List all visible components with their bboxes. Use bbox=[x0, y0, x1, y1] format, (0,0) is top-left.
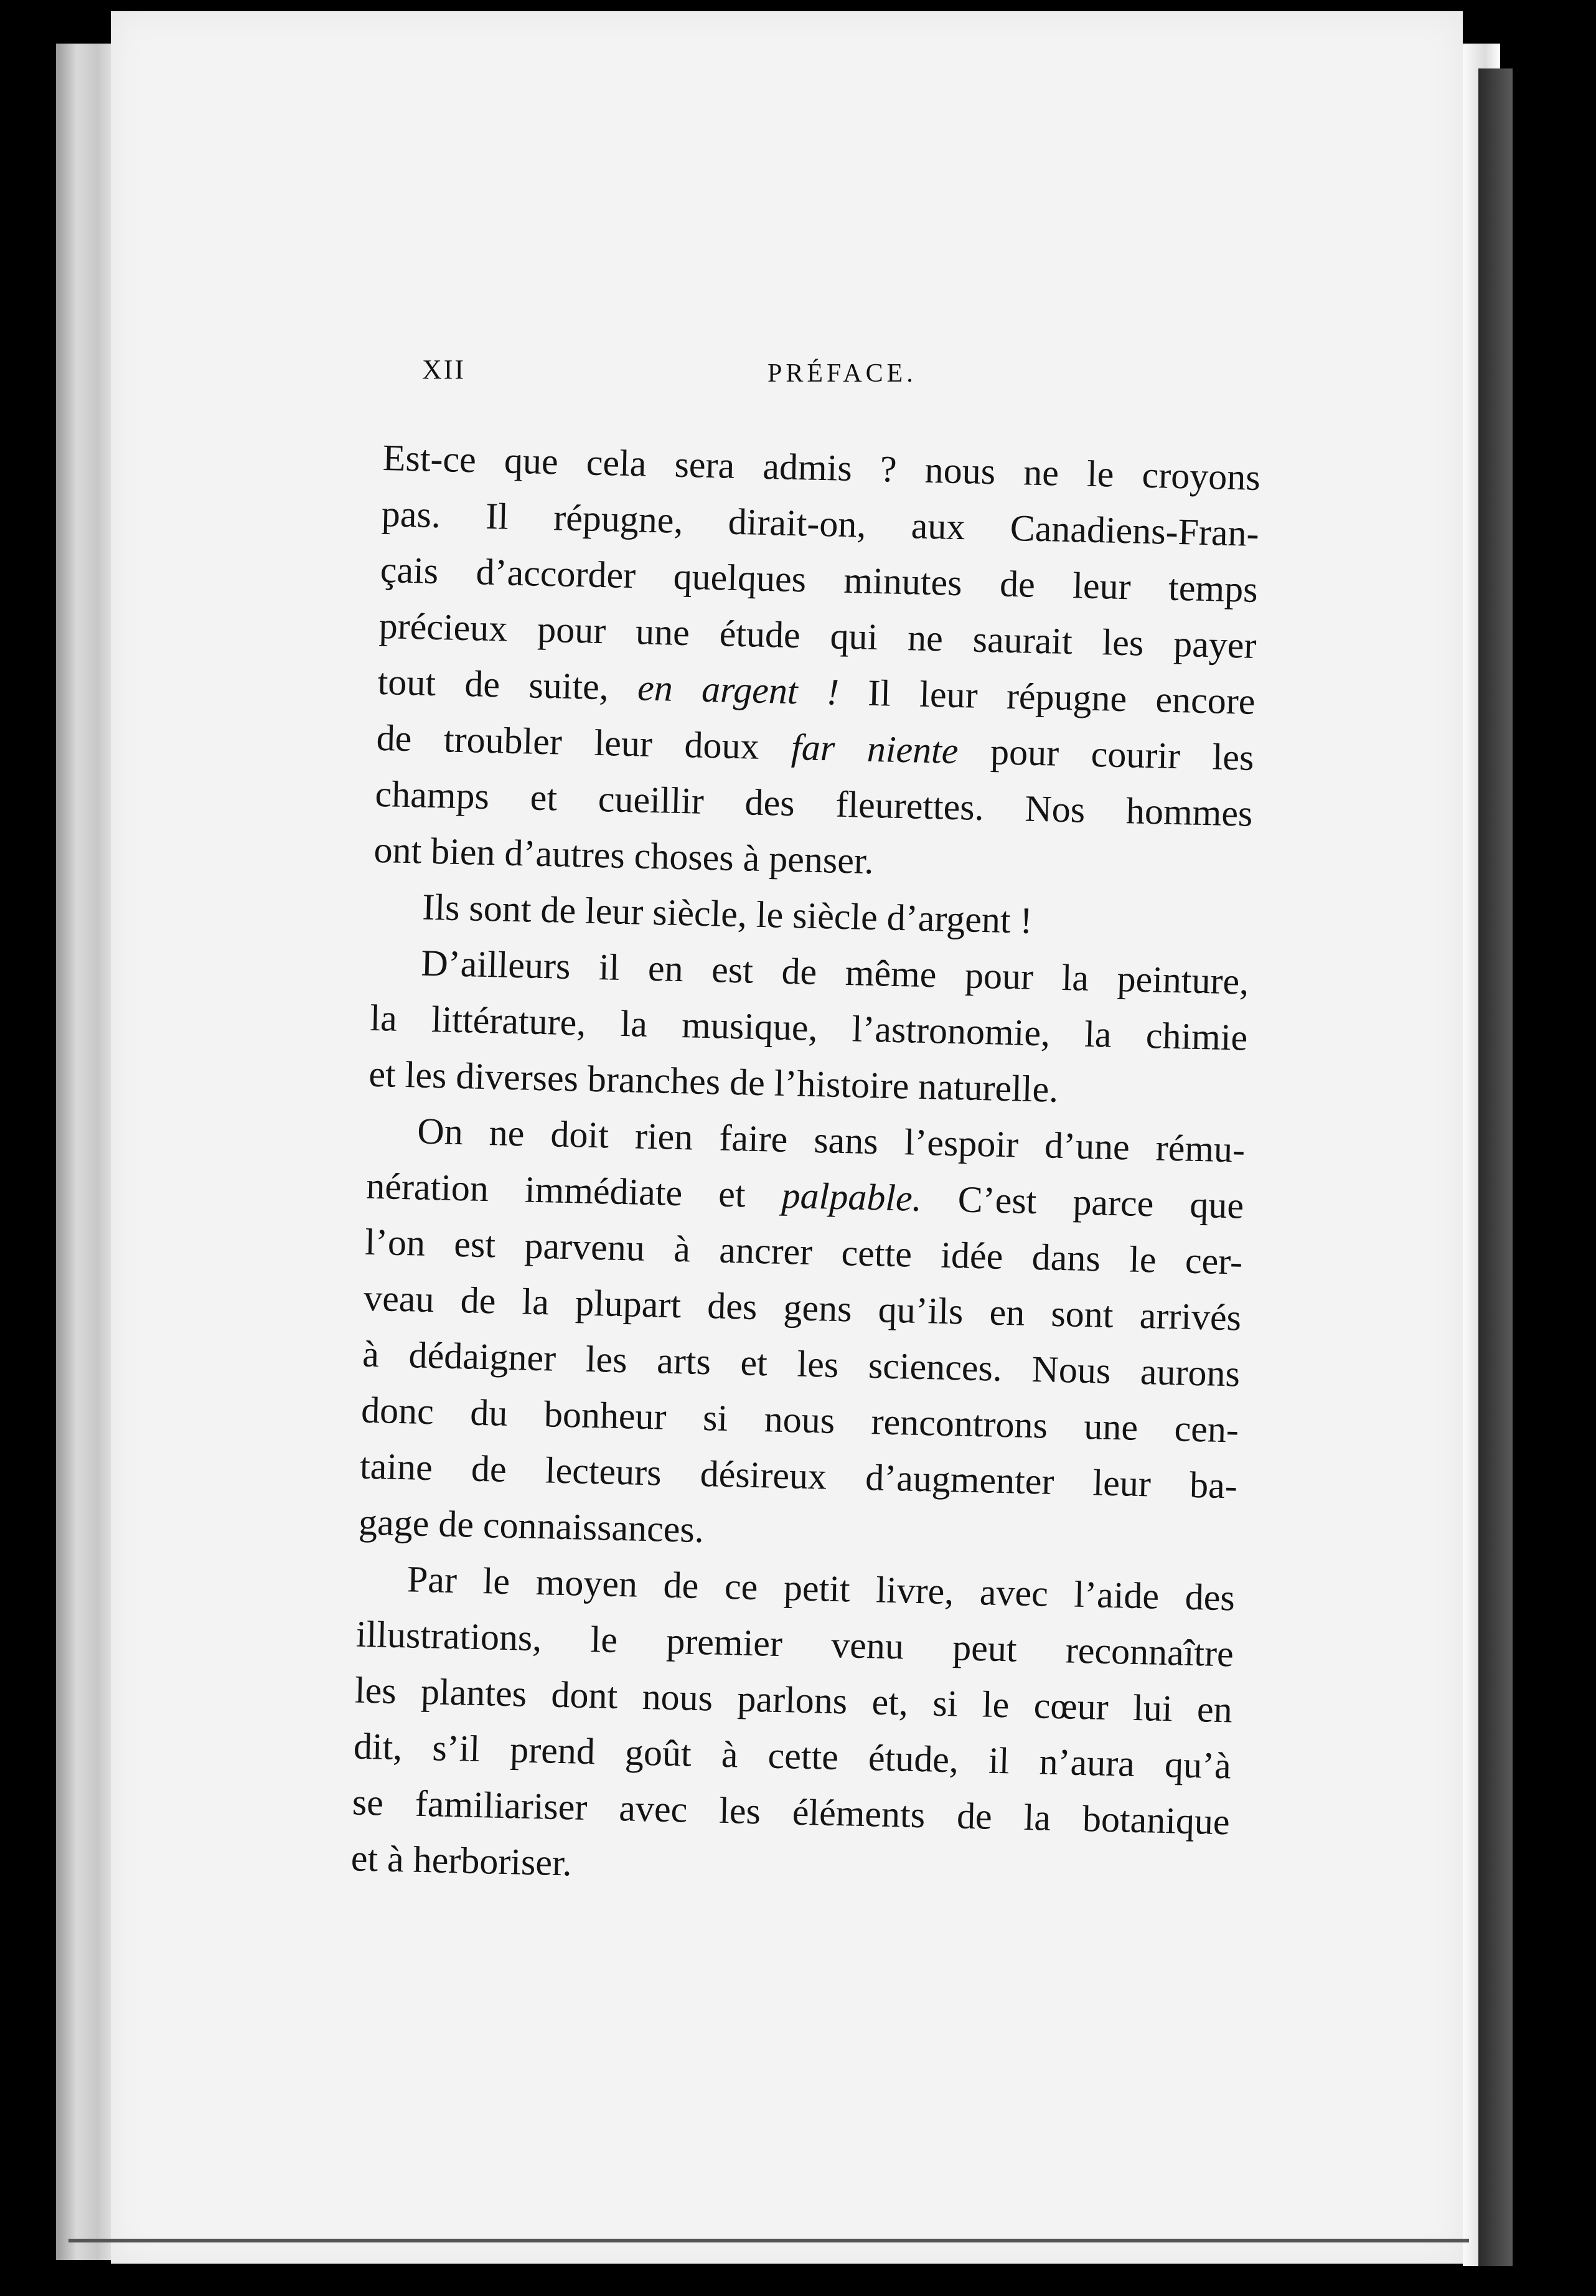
text-run: çais d’accorder quelques minutes de leur temps bbox=[380, 548, 1259, 610]
italic-phrase: en argent ! bbox=[637, 667, 840, 713]
scan-bottom-edge bbox=[68, 2239, 1469, 2242]
text-run: dit, s’il prend goût à cette étude, il n’aura qu’à bbox=[353, 1725, 1232, 1787]
text-run: les plantes dont nous parlons et, si le cœur lui en bbox=[354, 1669, 1233, 1731]
text-run: C’est parce que bbox=[921, 1177, 1244, 1226]
text-run: et à herboriser. bbox=[350, 1837, 573, 1884]
text-run: Est-ce que cela sera admis ? nous ne le croyons bbox=[382, 436, 1261, 498]
body-text bbox=[350, 430, 1261, 1906]
text-run: tout de suite, bbox=[377, 661, 638, 708]
text-run: On ne doit rien faire sans l’espoir d’une rému- bbox=[416, 1110, 1246, 1170]
text-run: de troubler leur doux bbox=[376, 717, 792, 768]
previous-page-edge bbox=[56, 44, 115, 2260]
running-head bbox=[422, 354, 1256, 403]
text-run: et les diverses branches de l’histoire naturelle. bbox=[368, 1053, 1059, 1110]
next-page-edge bbox=[1478, 68, 1513, 2266]
text-run: D’ailleurs il en est de même pour la peinture, bbox=[420, 942, 1249, 1002]
text-run: nération immédiate et bbox=[365, 1165, 782, 1216]
text-run: Il leur répugne encore bbox=[838, 671, 1256, 722]
text-run: précieux pour une étude qui ne saurait les payer bbox=[378, 605, 1257, 666]
text-run: gage de connaissances. bbox=[358, 1501, 705, 1551]
text-run: à dédaigner les arts et les sciences. Nous aurons bbox=[362, 1333, 1241, 1395]
text-run: champs et cueillir des fleurettes. Nos hommes bbox=[374, 773, 1254, 834]
text-run: Par le moyen de ce petit livre, avec l’aide des bbox=[406, 1558, 1236, 1619]
italic-phrase: far niente bbox=[791, 727, 959, 772]
text-run: donc du bonheur si nous rencontrons une cen- bbox=[360, 1389, 1239, 1451]
running-head-title: PRÉFACE. bbox=[767, 359, 917, 388]
text-run: ont bien d’autres choses à penser. bbox=[373, 829, 875, 882]
page-number: XII bbox=[422, 354, 466, 385]
text-run: pas. Il répugne, dirait-on, aux Canadiens-Fran- bbox=[381, 492, 1260, 554]
text-run: l’on est parvenu à ancrer cette idée dans le cer- bbox=[364, 1221, 1243, 1282]
italic-phrase: palpable. bbox=[781, 1174, 922, 1219]
text-run: la littérature, la musique, l’astronomie, la chimie bbox=[369, 997, 1248, 1058]
text-run: veau de la plupart des gens qu’ils en sont arrivés bbox=[363, 1277, 1242, 1339]
text-run: illustrations, le premier venu peut reconnaître bbox=[355, 1613, 1234, 1675]
text-run: taine de lecteurs désireux d’augmenter leur ba- bbox=[359, 1445, 1238, 1507]
text-run: se familiariser avec les éléments de la botanique bbox=[352, 1781, 1231, 1843]
text-run: Ils sont de leur siècle, le siècle d’argent ! bbox=[421, 886, 1033, 941]
text-run: pour courir les bbox=[957, 730, 1255, 778]
